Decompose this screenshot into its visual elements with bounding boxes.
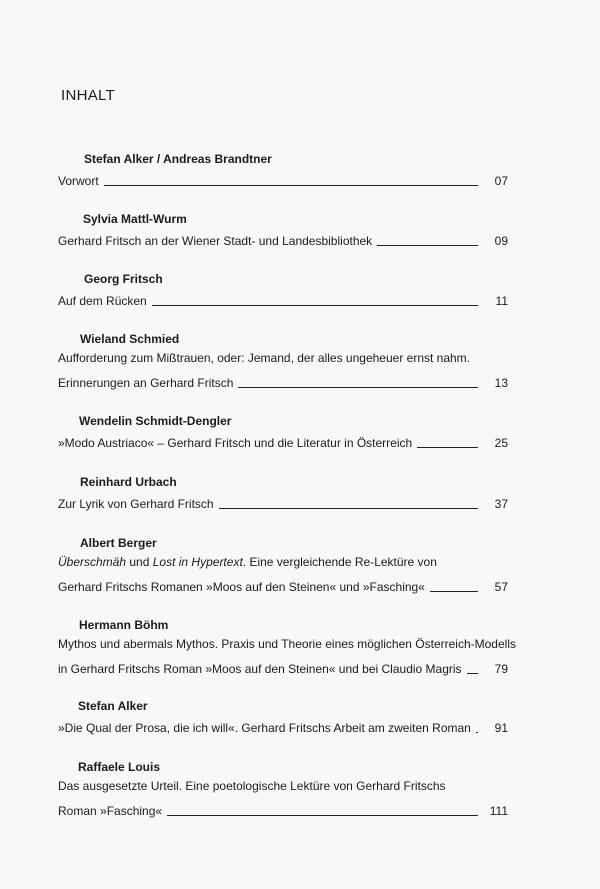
entry-author: Sylvia Mattl-Wurm (83, 212, 187, 226)
entry-author: Wendelin Schmidt-Dengler (79, 414, 232, 428)
entry-author: Wieland Schmied (80, 332, 180, 346)
entry-title: »Modo Austriaco« – Gerhard Fritsch und die Literatur in Österreich (58, 436, 413, 450)
leader-line (377, 245, 478, 246)
entry-title: Das ausgesetzte Urteil. Eine poetologische Lektüre von Gerhard Fritschs (58, 779, 446, 793)
entry-author: Stefan Alker (78, 699, 148, 713)
leader-line (417, 447, 478, 448)
entry-title-continued: Erinnerungen an Gerhard Fritsch (58, 376, 234, 390)
entry-title: Gerhard Fritsch an der Wiener Stadt- und Landesbibliothek (58, 234, 373, 248)
entry-author: Albert Berger (80, 536, 157, 550)
entry-title-line (58, 718, 508, 735)
entry-title-line (58, 555, 508, 572)
leader-line (219, 508, 478, 509)
entry-title-line (58, 577, 508, 594)
entry-title-line (58, 801, 508, 818)
entry-page-number: 79 (494, 662, 508, 676)
entry-author: Georg Fritsch (84, 272, 163, 286)
entry-author: Hermann Böhm (79, 618, 169, 632)
entry-title-line (58, 433, 508, 450)
leader-line (104, 185, 478, 186)
leader-line (476, 732, 478, 733)
entry-title-continued: Roman »Fasching« (58, 804, 163, 818)
entry-page-number: 91 (494, 721, 508, 735)
entry-title: Aufforderung zum Mißtrauen, oder: Jemand, der alles ungeheuer ernst nahm. (58, 351, 471, 365)
entry-page-number: 111 (489, 804, 508, 818)
entry-title-line (58, 779, 508, 796)
entry-page-number: 25 (494, 436, 508, 450)
entry-page-number: 11 (495, 294, 508, 308)
entry-title-line (58, 494, 508, 511)
italic-title-ueberschmaeh: Überschmäh (58, 555, 127, 569)
entry-author: Stefan Alker / Andreas Brandtner (84, 152, 272, 166)
leader-line (467, 673, 478, 674)
entry-title-line (58, 351, 508, 368)
leader-line (238, 387, 478, 388)
entry-title-line (58, 373, 508, 390)
leader-line (167, 815, 478, 816)
entry-title-line (58, 231, 508, 248)
entry-title: Auf dem Rücken (58, 294, 147, 308)
entry-page-number: 09 (494, 234, 508, 248)
italic-title-lost-in-hypertext: Lost in Hypertext (152, 555, 243, 569)
entry-page-number: 57 (494, 580, 508, 594)
entry-page-number: 07 (494, 174, 508, 188)
entry-title: Überschmäh und Lost in Hypertext. Eine vergleichende Re-Lektüre von (58, 555, 437, 569)
entry-author: Reinhard Urbach (80, 475, 177, 489)
entry-title-line (58, 291, 508, 308)
entry-title-line (58, 171, 508, 188)
entry-title-continued: Gerhard Fritschs Romanen »Moos auf den Steinen« und »Fasching« (58, 580, 425, 594)
entry-title: Vorwort (58, 174, 99, 188)
leader-line (152, 305, 478, 306)
entry-title-continued: in Gerhard Fritschs Roman »Moos auf den Steinen« und bei Claudio Magris (58, 662, 462, 676)
leader-line (430, 591, 478, 592)
entry-title: Mythos und abermals Mythos. Praxis und Theorie eines möglichen Österreich-Modells (58, 637, 516, 651)
entry-title: »Die Qual der Prosa, die ich will«. Gerhard Fritschs Arbeit am zweiten Roman (58, 721, 471, 735)
toc-heading: INHALT (61, 87, 116, 104)
entry-title-line (58, 637, 516, 654)
entry-title-line (58, 659, 508, 676)
entry-page-number: 37 (494, 497, 508, 511)
entry-author: Raffaele Louis (78, 760, 161, 774)
entry-page-number: 13 (494, 376, 508, 390)
entry-title: Zur Lyrik von Gerhard Fritsch (58, 497, 214, 511)
